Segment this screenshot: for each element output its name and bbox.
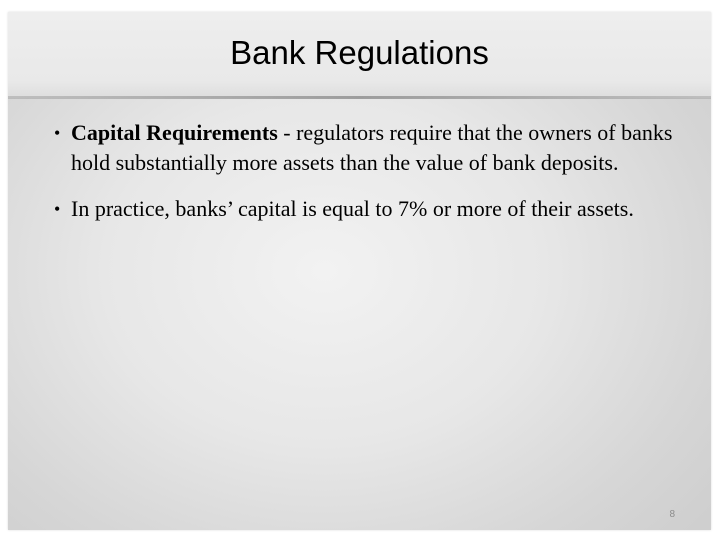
bullet-list	[52, 118, 682, 240]
slide-title: Bank Regulations	[230, 34, 489, 71]
bullet-text: In practice, banks’ capital is equal to 7% or more of their assets.	[71, 196, 634, 221]
title-divider	[8, 96, 711, 99]
page-number: 8	[669, 509, 675, 520]
slide	[8, 12, 711, 530]
bullet-icon: •	[54, 123, 61, 143]
bullet-item-capital-requirements	[52, 118, 682, 178]
bullet-icon: •	[54, 199, 61, 219]
bullet-bold-term: Capital Requirements	[71, 120, 278, 145]
bullet-text: - regulators require that the owners of banks hold substantially more assets than the value of bank deposits.	[71, 120, 673, 175]
bullet-item-in-practice	[52, 194, 682, 224]
